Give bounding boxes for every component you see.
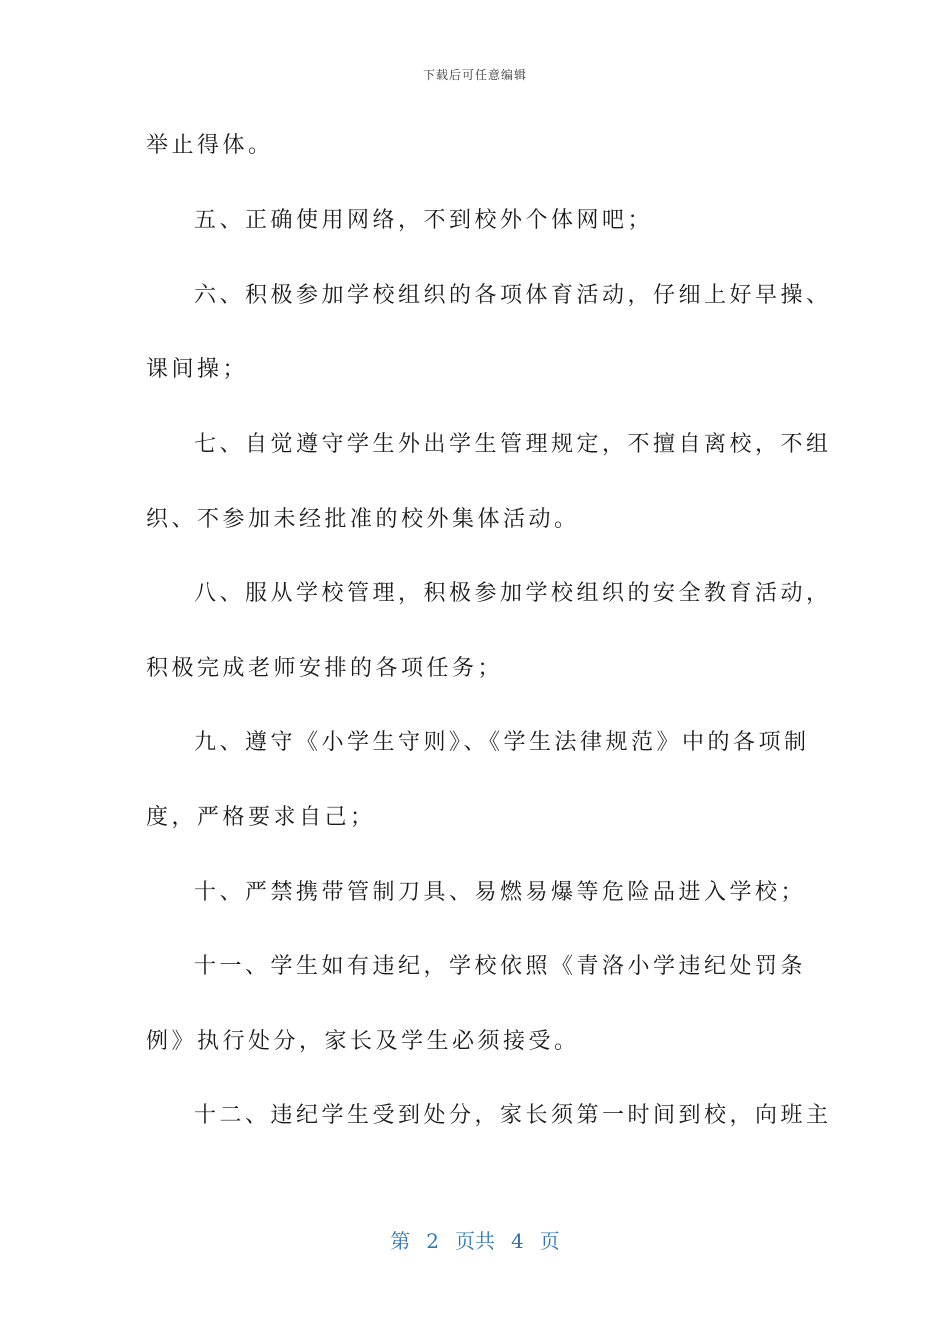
paragraph-line: 织、不参加未经批准的校外集体活动。 <box>146 507 580 532</box>
footer-prefix: 第 <box>390 1229 411 1253</box>
paragraph-line: 十、严禁携带管制刀具、易燃易爆等危险品进入学校； <box>194 880 807 905</box>
paragraph-line: 度，严格要求自己； <box>146 805 376 830</box>
footer-suffix: 页 <box>539 1229 560 1253</box>
footer-current-page: 2 <box>426 1229 439 1253</box>
paragraph-line: 积极完成老师安排的各项任务； <box>146 656 504 681</box>
paragraph-line: 十二、违纪学生受到处分，家长须第一时间到校，向班主 <box>194 1103 832 1128</box>
paragraph-line: 七、自觉遵守学生外出学生管理规定，不擅自离校，不组 <box>194 432 832 457</box>
page-footer <box>0 1225 950 1254</box>
footer-middle: 页共 <box>455 1229 495 1253</box>
paragraph-line: 五、正确使用网络，不到校外个体网吧； <box>194 208 654 233</box>
paragraph-line: 九、遵守《小学生守则》、《学生法律规范》中的各项制 <box>194 730 810 755</box>
footer-total-pages: 4 <box>511 1229 524 1253</box>
paragraph-line: 六、积极参加学校组织的各项体育活动，仔细上好早操、 <box>194 283 832 308</box>
paragraph-line: 八、服从学校管理，积极参加学校组织的安全教育活动， <box>194 581 832 606</box>
paragraph-line: 课间操； <box>146 357 249 382</box>
paragraph-line: 十一、学生如有违纪，学校依照《青洛小学违纪处罚条 <box>194 954 807 979</box>
page-header: 下载后可任意编辑 <box>422 68 527 82</box>
paragraph-line: 举止得体。 <box>146 133 274 158</box>
paragraph-line: 例》执行处分，家长及学生必须接受。 <box>146 1029 580 1054</box>
